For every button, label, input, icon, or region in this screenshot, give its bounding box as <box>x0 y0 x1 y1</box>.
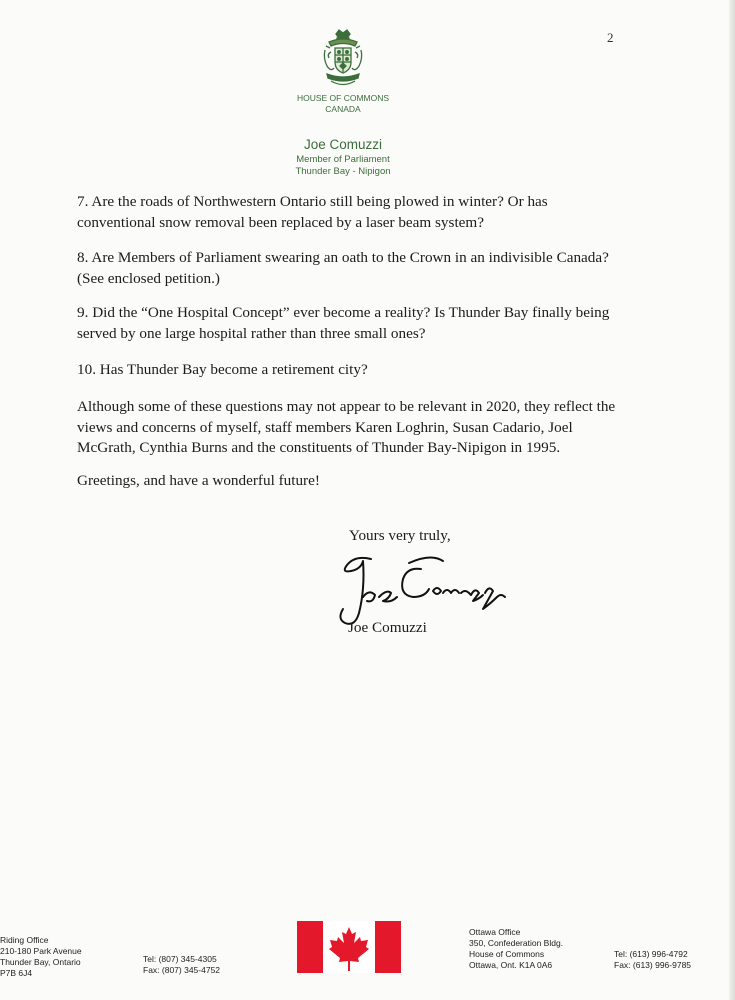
mp-name: Joe Comuzzi <box>303 137 383 152</box>
ottawa-office-phones <box>614 949 691 971</box>
greeting-paragraph: Greetings, and have a wonderful future! <box>77 472 320 489</box>
ottawa-office-fax: Fax: (613) 996-9785 <box>614 960 692 970</box>
closing-salutation: Yours very truly, <box>349 527 451 544</box>
signer-name: Joe Comuzzi <box>348 619 427 636</box>
mp-role: Member of Parliament <box>296 154 390 165</box>
relevance-paragraph: Although some of these questions may not appear to be relevant in 2020, they reflect the views and concerns of myself, staff members Karen Loghrin, Susan Cadario, Joel McGrath, Cynthia Burns and the constituents of Thunder Bay-Nipigon in 1995. <box>77 398 616 456</box>
paper-edge-shadow <box>729 0 735 1000</box>
question-9: 9. Did the “One Hospital Concept” ever become a reality? Is Thunder Bay finally being served by one large hospital rather than three small ones? <box>77 304 610 342</box>
institution-country: CANADA <box>325 104 361 114</box>
riding-office-address <box>0 935 82 979</box>
riding-office-line: Thunder Bay, Ontario <box>0 957 81 967</box>
riding-office-line: 210-180 Park Avenue <box>0 946 82 956</box>
coat-of-arms-icon <box>321 28 365 90</box>
ottawa-office-line: Ottawa, Ont. K1A 0A6 <box>469 960 553 970</box>
riding-office-tel: Tel: (807) 345-4305 <box>143 954 217 964</box>
ottawa-office-line: Ottawa Office <box>469 927 521 937</box>
question-10: 10. Has Thunder Bay become a retirement city? <box>77 361 368 378</box>
page-number: 2 <box>607 30 614 45</box>
ottawa-office-line: House of Commons <box>469 949 545 959</box>
question-7: 7. Are the roads of Northwestern Ontario still being plowed in winter? Or has conventional snow removal been replaced by a laser beam system? <box>77 193 548 231</box>
riding-office-line: P7B 6J4 <box>0 968 33 978</box>
ottawa-office-address <box>469 927 563 971</box>
riding-office-line: Riding Office <box>0 935 49 945</box>
ottawa-office-tel: Tel: (613) 996-4792 <box>614 949 688 959</box>
institution-name: HOUSE OF COMMONS <box>296 93 390 103</box>
riding-office-phones <box>143 954 220 976</box>
question-8: 8. Are Members of Parliament swearing an oath to the Crown in an indivisible Canada? (See enclosed petition.) <box>77 249 609 287</box>
ottawa-office-line: 350, Confederation Bldg. <box>469 938 564 948</box>
mp-riding: Thunder Bay - Nipigon <box>295 166 391 177</box>
riding-office-fax: Fax: (807) 345-4752 <box>143 965 221 975</box>
canada-flag-icon <box>297 921 401 973</box>
